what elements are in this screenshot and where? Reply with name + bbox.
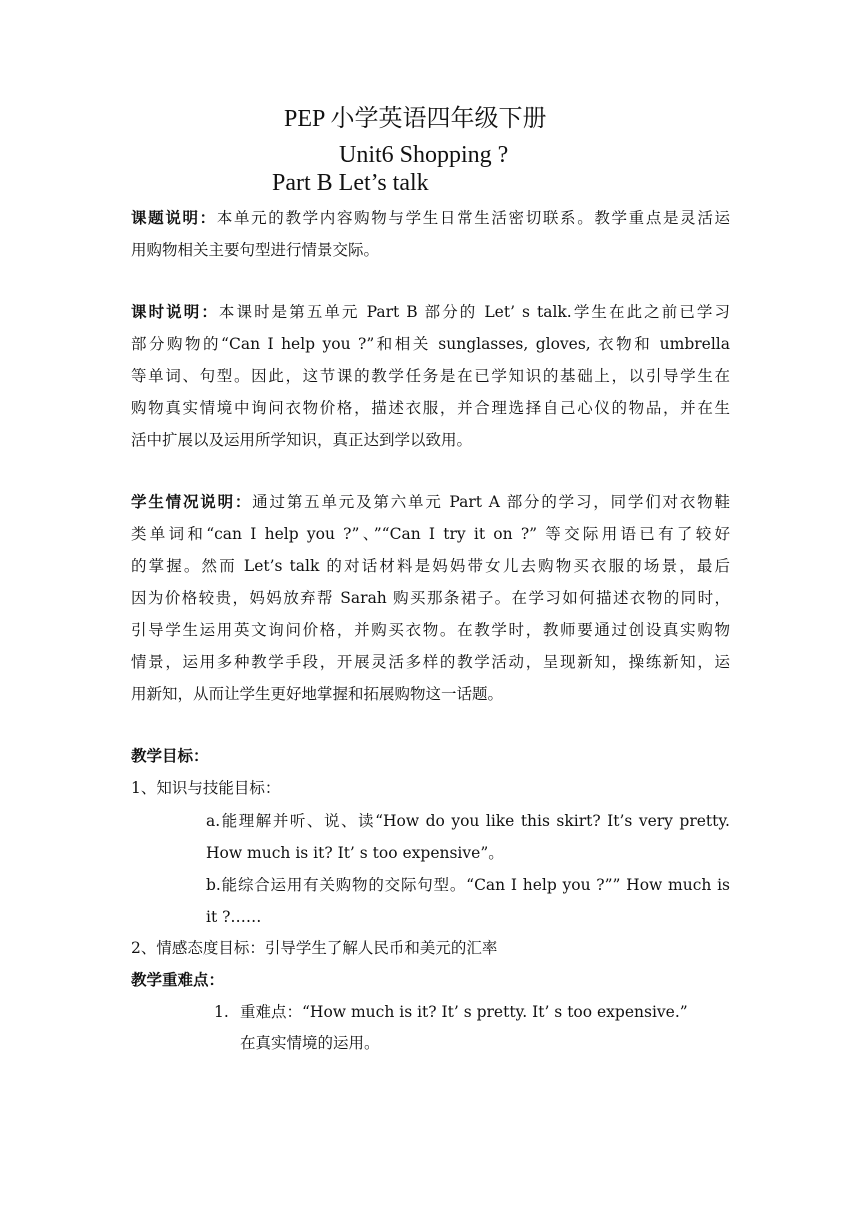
lesson-text: 等单词、句型。因此，这节课的教学任务是在已学知识的基础上，以引导学生在 [131, 367, 730, 385]
students-text: 通过第五单元及第六单元 Part A 部分的学习，同学们对衣物鞋 [252, 493, 730, 511]
lesson-text: 购物真实情境中询问衣物价格，描述衣服，并合理选择自己心仪的物品，并在生 [131, 399, 730, 417]
students-section [131, 486, 730, 710]
objective-item-1: 1、知识与技能目标： [131, 779, 281, 797]
objective-sub-a [206, 805, 730, 869]
topic-text: 本单元的教学内容购物与学生日常生活密切联系。教学重点是灵活运 [216, 209, 730, 227]
students-text: 因为价格较贵，妈妈放弃帮 Sarah 购买那条裙子。在学习如何描述衣物的同时， [131, 589, 730, 607]
objective-sub-b-line: it ?…… [206, 908, 262, 926]
topic-label: 课题说明： [131, 208, 217, 227]
lesson-label: 课时说明： [131, 302, 219, 321]
objective-item-2: 2、情感态度目标：引导学生了解人民币和美元的汇率 [131, 939, 498, 957]
objective-sub-b [206, 869, 730, 933]
document-title: PEP 小学英语四年级下册 [284, 106, 547, 132]
students-text: 类单词和“can I help you ?”、”“Can I try it on ?” 等交际用语已有了较好 [131, 525, 730, 543]
topic-text: 用购物相关主要句型进行情景交际。 [131, 241, 380, 259]
students-text: 的掌握。然而 Let’s talk 的对话材料是妈妈带女儿去购物买衣服的场景，最后 [131, 557, 730, 575]
difficulties-heading: 教学重难点： [131, 970, 225, 989]
lesson-text: 本课时是第五单元 Part B 部分的 Let’ s talk.学生在此之前已学习 [218, 303, 730, 321]
objective-sub-a-line: How much is it? It’ s too expensive”。 [206, 844, 504, 862]
students-text: 引导学生运用英文询问价格，并购买衣物。在教学时，教师要通过创设真实购物 [131, 621, 730, 639]
difficulty-item-text: 在真实情境的运用。 [240, 1034, 380, 1052]
difficulty-item-text: 重难点：“How much is it? It’ s pretty. It’ s too expensive.” [240, 1003, 688, 1021]
students-label: 学生情况说明： [131, 492, 253, 511]
lesson-section [131, 296, 730, 456]
part-title: Part B Let’s talk [272, 170, 429, 196]
lesson-text: 部分购物的“Can I help you ?”和相关 sunglasses, gloves, 衣物和 umbrella [131, 335, 730, 353]
students-text: 情景，运用多种教学手段，开展灵活多样的教学活动，呈现新知，操练新知，运 [131, 653, 730, 671]
difficulty-item-number: 1. [214, 1003, 229, 1021]
objective-sub-b-line: b.能综合运用有关购物的交际句型。“Can I help you ?”” How much is [206, 876, 730, 894]
objectives-heading: 教学目标： [131, 746, 209, 765]
topic-section [131, 202, 730, 266]
lesson-text: 活中扩展以及运用所学知识，真正达到学以致用。 [131, 431, 473, 449]
students-text: 用新知，从而让学生更好地掌握和拓展购物这一话题。 [131, 685, 504, 703]
unit-title: Unit6 Shopping ? [339, 142, 509, 168]
objective-sub-a-line: a.能理解并听、说、读“How do you like this skirt? It’s very pretty. [206, 812, 730, 830]
